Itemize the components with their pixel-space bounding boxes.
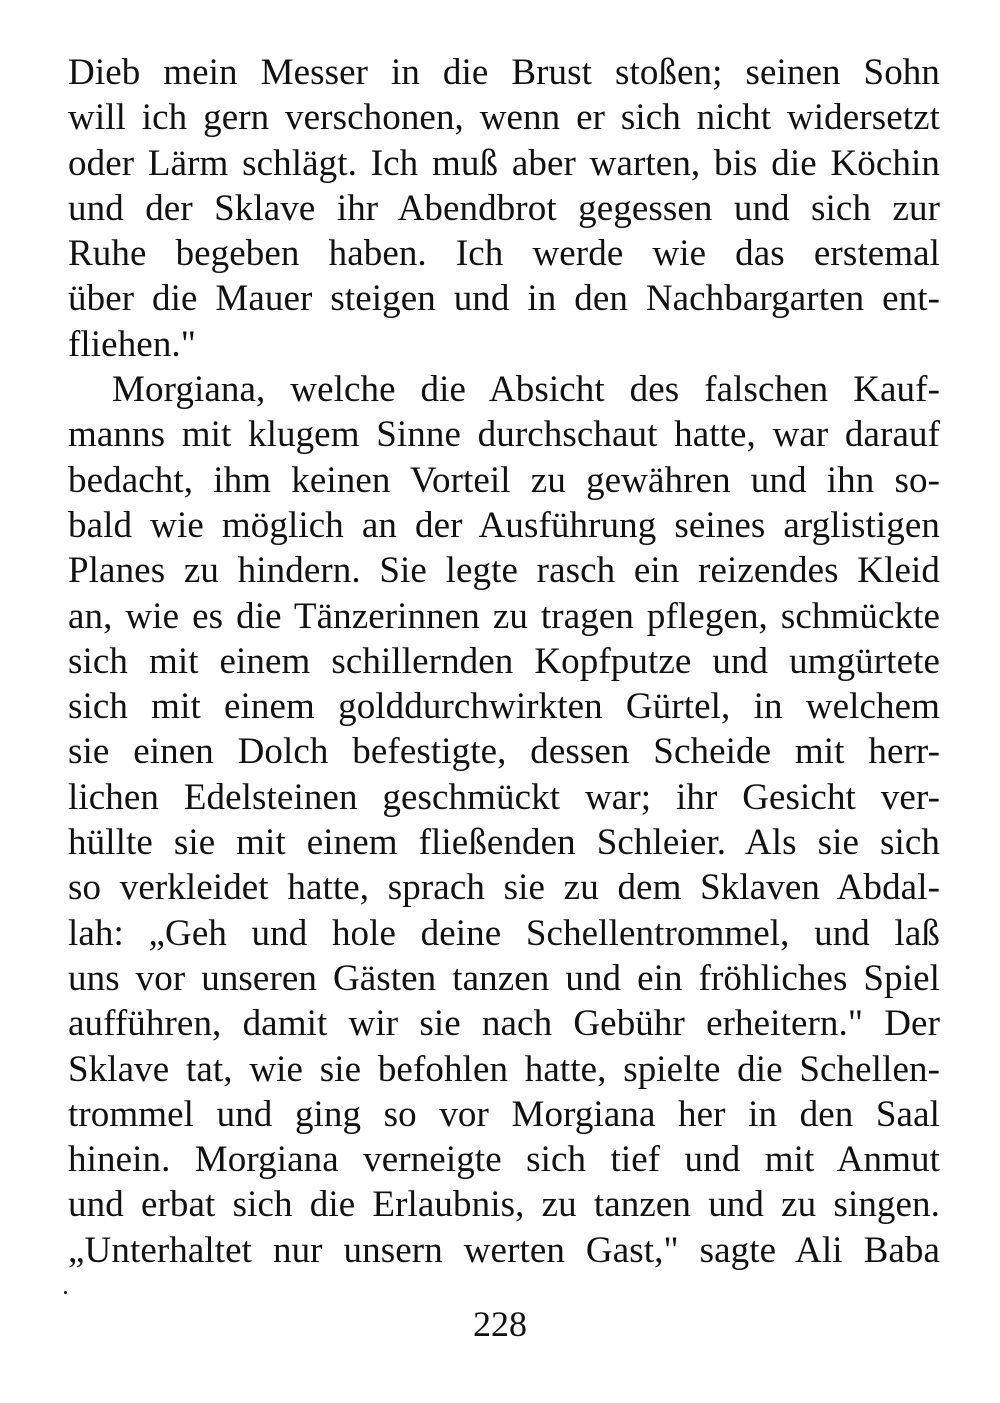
text-line: sich mit einem golddurchwirkten Gürtel, in welchem xyxy=(68,686,940,728)
text-line: an, wie es die Tänzerinnen zu tragen pflegen, schmückte xyxy=(68,595,940,637)
text-line: sich mit einem schillernden Kopfputze und umgürtete xyxy=(68,640,940,682)
paragraph xyxy=(68,367,940,1273)
text-line: manns mit klugem Sinne durchschaut hatte, war darauf xyxy=(68,414,940,456)
text-line: Planes zu hindern. Sie legte rasch ein reizendes Kleid xyxy=(68,550,940,592)
text-line: Morgiana, welche die Absicht des falschen Kauf- xyxy=(112,369,940,411)
text-line: lah: „Geh und hole deine Schellentrommel, und laß xyxy=(68,912,940,954)
text-line: Dieb mein Messer in die Brust stoßen; seinen Sohn xyxy=(68,52,940,93)
text-line: Sklave tat, wie sie befohlen hatte, spielte die Schellen- xyxy=(68,1048,940,1090)
text-line: will ich gern verschonen, wenn er sich nicht widersetzt xyxy=(68,97,940,139)
text-line: lichen Edelsteinen geschmückt war; ihr Gesicht ver- xyxy=(68,776,940,818)
text-line: hinein. Morgiana verneigte sich tief und mit Anmut xyxy=(68,1139,940,1181)
paragraph xyxy=(68,50,940,367)
text-line: oder Lärm schlägt. Ich muß aber warten, bis die Köchin xyxy=(68,142,940,184)
text-line: aufführen, damit wir sie nach Gebühr erheitern." Der xyxy=(68,1003,940,1045)
text-line: so verkleidet hatte, sprach sie zu dem Sklaven Abdal- xyxy=(68,867,940,909)
page-number: 228 xyxy=(473,1304,527,1344)
text-line: „Unterhaltet nur unsern werten Gast," sagte Ali Baba xyxy=(68,1229,940,1271)
text-line: uns vor unseren Gästen tanzen und ein fröhliches Spiel xyxy=(68,957,940,999)
text-line: bald wie möglich an der Ausführung seines arglistigen xyxy=(68,504,940,546)
text-line: über die Mauer steigen und in den Nachbargarten ent- xyxy=(68,278,940,320)
book-page xyxy=(68,50,940,1273)
text-line: bedacht, ihm keinen Vorteil zu gewähren und ihn so- xyxy=(68,459,940,501)
text-line: hüllte sie mit einem fließenden Schleier. Als sie sich xyxy=(68,822,940,864)
ink-speck xyxy=(64,1291,67,1294)
text-line: und der Sklave ihr Abendbrot gegessen und sich zur xyxy=(68,187,940,229)
text-line: Ruhe begeben haben. Ich werde wie das erstemal xyxy=(68,233,940,275)
text-line: sie einen Dolch befestigte, dessen Scheide mit herr- xyxy=(68,731,940,773)
text-line: fliehen." xyxy=(68,323,196,365)
text-line: trommel und ging so vor Morgiana her in den Saal xyxy=(68,1093,940,1135)
text-line: und erbat sich die Erlaubnis, zu tanzen und zu singen. xyxy=(68,1184,940,1226)
